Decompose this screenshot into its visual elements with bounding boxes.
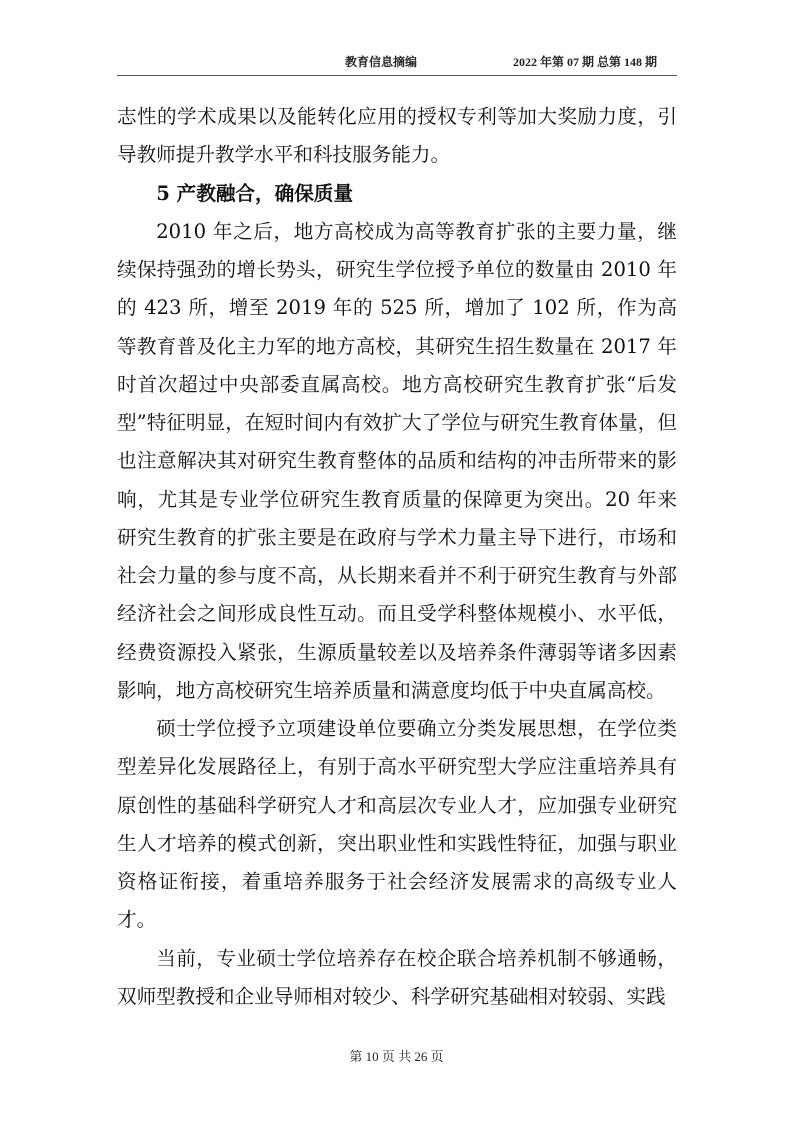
page-number: 第 10 页 共 26 页 (349, 1049, 444, 1064)
publication-name: 教育信息摘编 (345, 55, 418, 69)
paragraph: 硕士学位授予立项建设单位要确立分类发展思想，在学位类型差异化发展路径上，有别于高水平研究型大学应注重培养具有原创性的基础科学研究人才和高层次专业人才，应加强专业研究生人才培养的模式创新，突出职业性和实践性特征，加强与职业资格证衔接，着重培养服务于社会经济发展需求的高级专业人才。 (117, 717, 677, 932)
page-footer (0, 1046, 793, 1065)
page-header (0, 51, 793, 73)
paragraph: 2010 年之后，地方高校成为高等教育扩张的主要力量，继续保持强劲的增长势头，研究生学位授予单位的数量由 2010 年的 423 所，增至 2019 年的 525 所，增加了 102 所，作为高等教育普及化主力军的地方高校，其研究生招生数量在 2017 年时首次超过中央部委直属高校。地方高校研究生教育扩张“后发型”特征明显，在短时间内有效扩大了学位与研究生教育体量，但也注意解决其对研究生教育整体的品质和结构的冲击所带来的影响，尤其是专业学位研究生教育质量的保障更为突出。20 年来研究生教育的扩张主要是在政府与学术力量主导下进行，市场和社会力量的参与度不高，从长期来看并不利于研究生教育与外部经济社会之间形成良性互动。而且受学科整体规模小、水平低，经费资源投入紧张，生源质量较差以及培养条件薄弱等诸多因素影响，地方高校研究生培养质量和满意度均低于中央直属高校。 (117, 219, 677, 702)
paragraph: 当前，专业硕士学位培养存在校企联合培养机制不够通畅，双师型教授和企业导师相对较少、科学研究基础相对较弱、实践 (117, 946, 677, 1008)
article-body (117, 98, 677, 1016)
issue-info: 2022 年第 07 期 总第 148 期 (513, 55, 658, 69)
header-divider (117, 75, 677, 76)
paragraph-continued: 志性的学术成果以及能转化应用的授权专利等加大奖励力度，引导教师提升教学水平和科技服务能力。 (117, 105, 677, 167)
section-heading: 5 产教融合，确保质量 (156, 181, 353, 205)
